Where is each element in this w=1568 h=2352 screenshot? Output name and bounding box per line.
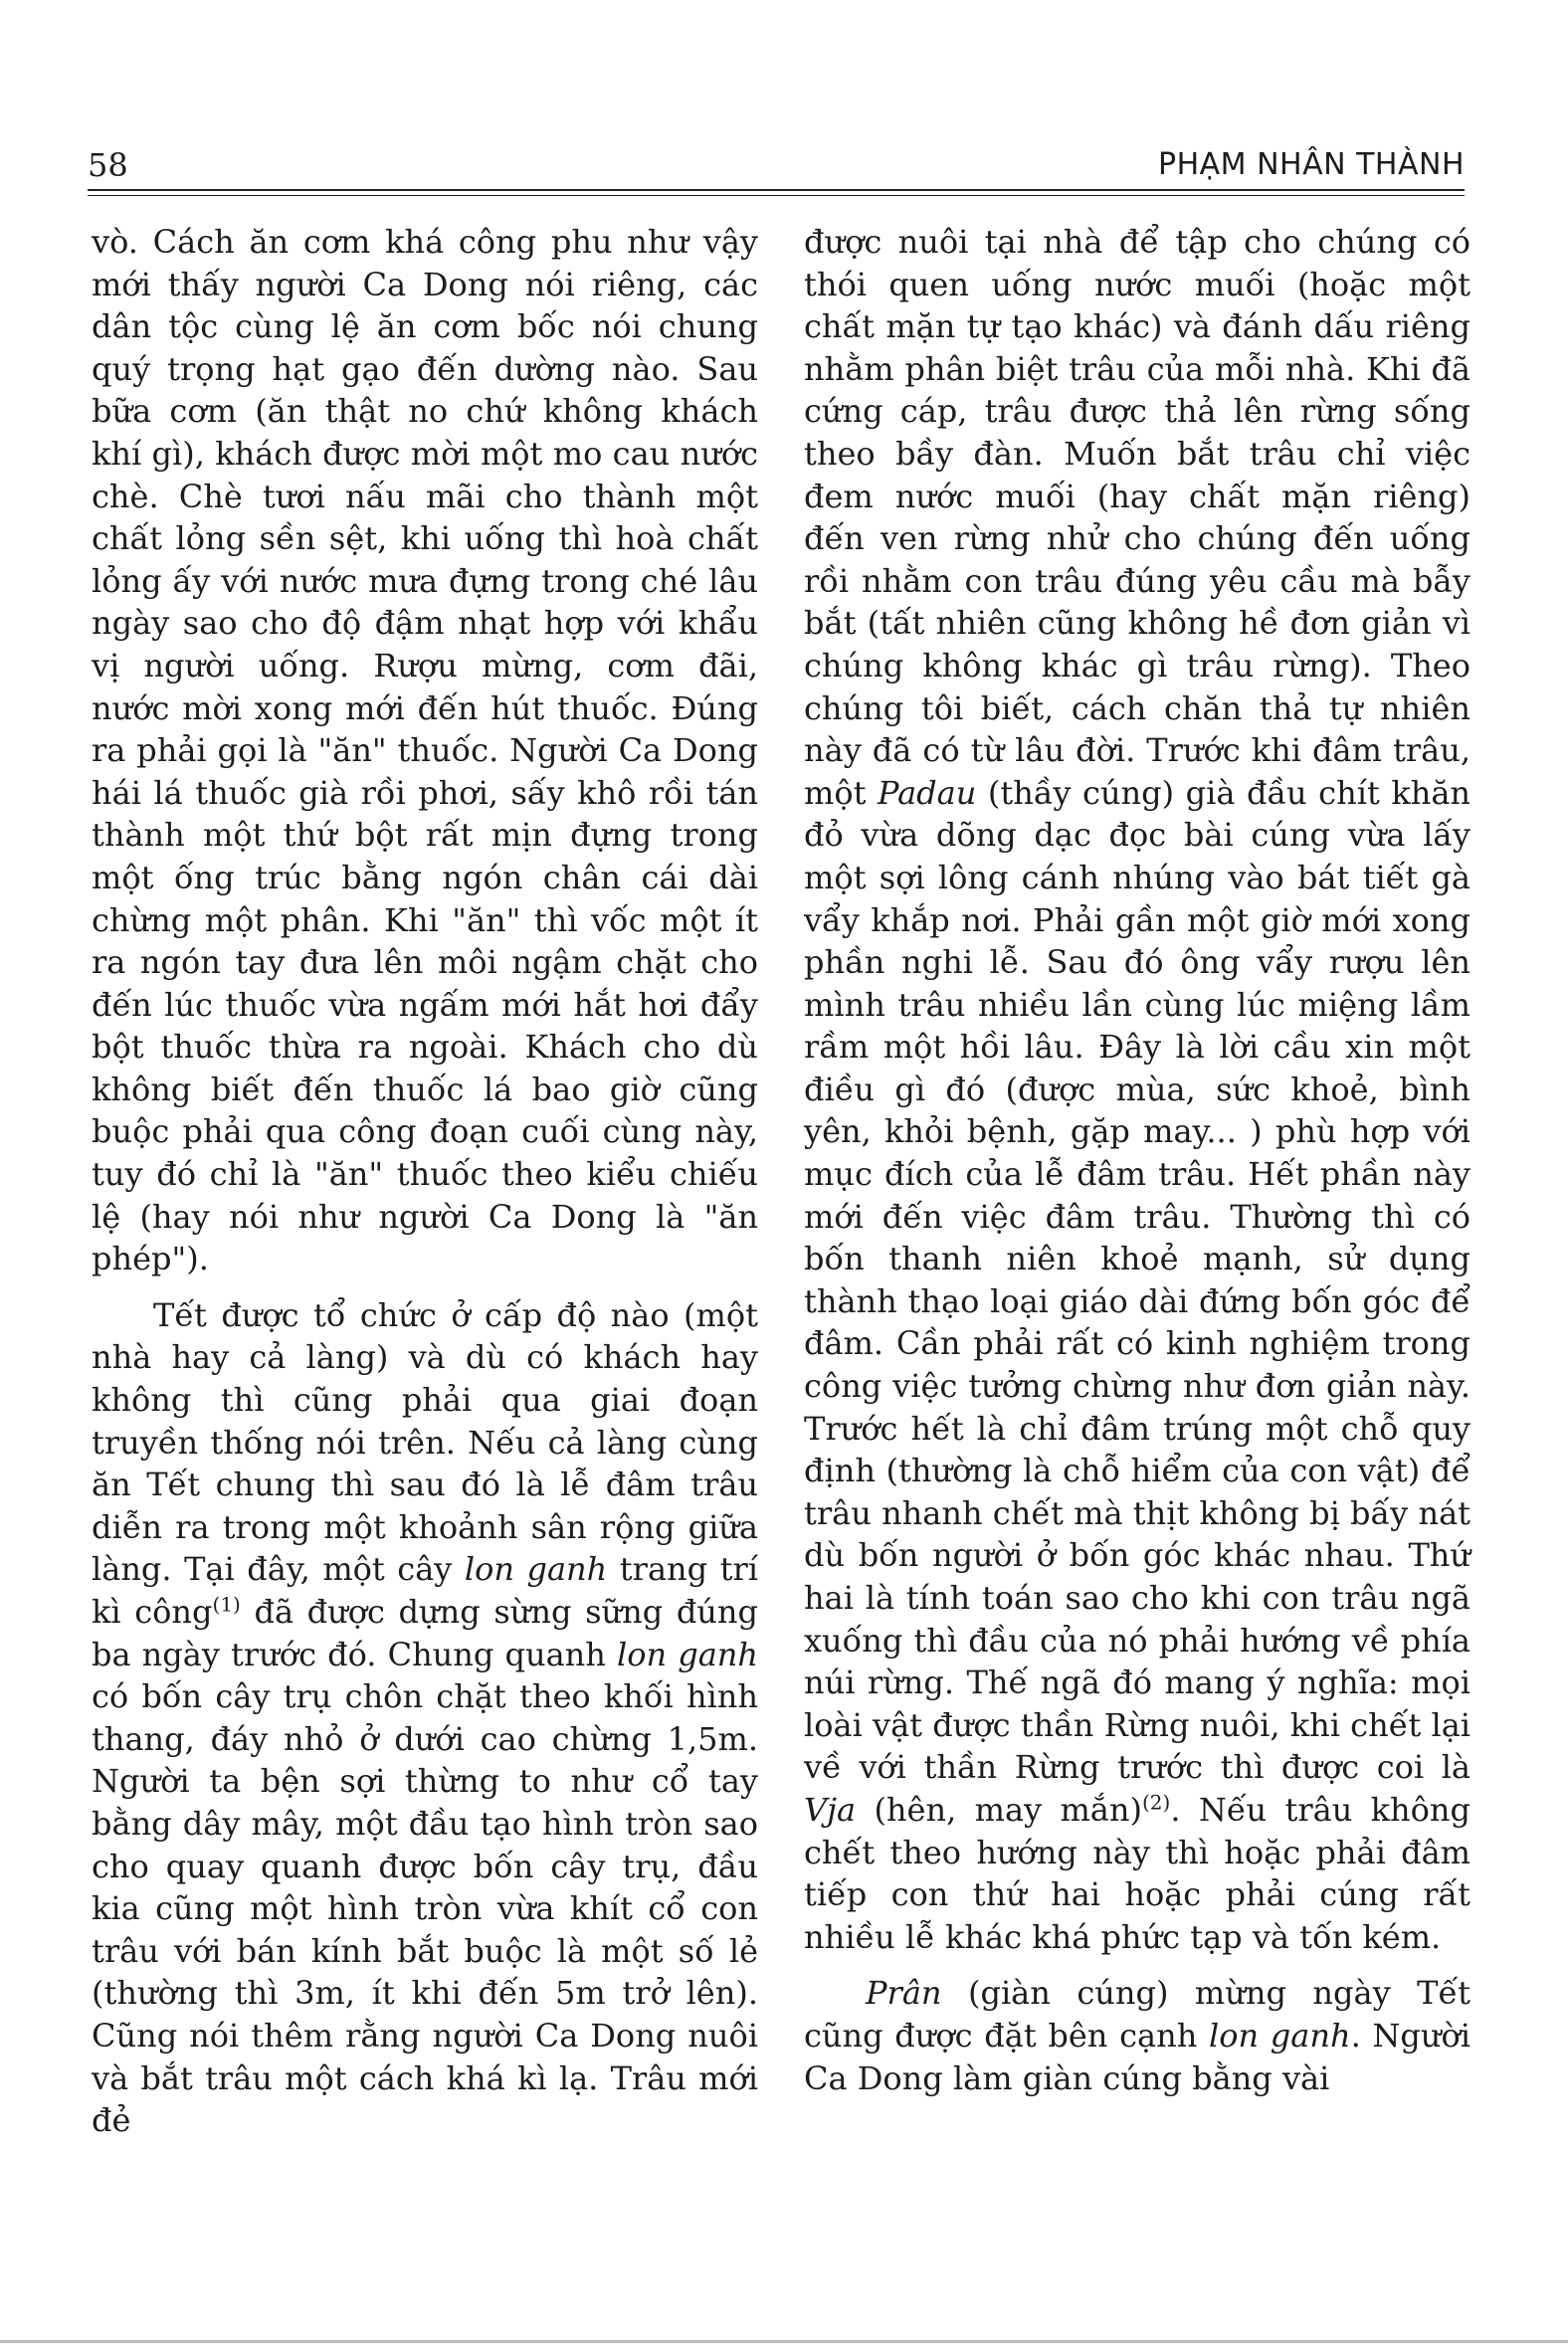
footnote-marker-2: (2) xyxy=(1141,1790,1171,1815)
right-paragraph-1-text-a: được nuôi tại nhà để tập cho chúng có thói quen uống nước muối (hoặc một chất mặn tự tạo khác) và đánh dấu riêng nhằm phân biệt trâu của mỗi nhà. Khi đã cứng cáp, trâu được thả lên rừng sống theo bầy đàn. Muốn bắt trâu chỉ việc đem nước muối (hay chất mặn riêng) đến ven rừng nhử cho chúng đến uống rồi nhằm con trâu đúng yêu cầu mà bẫy bắt (tất nhiên cũng không hề đơn giản vì chúng không khác gì trâu rừng). Theo chúng tôi biết, cách chăn thả tự nhiên này đã có từ lâu đời. Trước khi đâm trâu, một xyxy=(804,223,1470,812)
header-rule xyxy=(88,189,1465,196)
left-paragraph-2-text-b: trang trí kì công xyxy=(92,1550,759,1631)
right-paragraph-1-text-d: . Nếu trâu không chết theo hướng này thì hoặc phải đâm tiếp con thứ hai hoặc phải cúng rất nhiều lễ khác khá phức tạp và tốn kém. xyxy=(804,1790,1471,1956)
page-header xyxy=(88,145,1465,189)
left-paragraph-2-text-a: Tết được tổ chức ở cấp độ nào (một nhà hay cả làng) và dù có khách hay không thì cũng phải qua giai đoạn truyền thống nói trên. Nếu cả làng cùng ăn Tết chung thì sau đó là lễ đâm trâu diễn ra trong một khoảnh sân rộng giữa làng. Tại đây, một cây xyxy=(92,1295,758,1589)
right-paragraph-2-text-a: (giàn cúng) mừng ngày Tết cũng được đặt bên cạnh xyxy=(804,1974,1470,2055)
left-paragraph-2-text-c: đã được dựng sừng sững đúng ba ngày trước đó. Chung quanh xyxy=(92,1593,759,1673)
right-paragraph-1-text-c: (hên, may mắn) xyxy=(856,1790,1142,1829)
left-column xyxy=(92,221,758,2142)
term-vja: Vja xyxy=(804,1790,857,1829)
right-paragraph-1-text-b: (thầy cúng) già đầu chít khăn đỏ vừa dõng dạc đọc bài cúng vừa lấy một sợi lông cánh nhúng vào bát tiết gà vẩy khắp nơi. Phải gần một giờ mới xong phần nghi lễ. Sau đó ông vẩy rượu lên mình trâu nhiều lần cùng lúc miệng lầm rầm một hồi lâu. Đây là lời cầu xin một điều gì đó (được mùa, sức khoẻ, bình yên, khỏi bệnh, gặp may... ) phù hợp với mục đích của lễ đâm trâu. Hết phần này mới đến việc đâm trâu. Thường thì có bốn thanh niên khoẻ mạnh, sử dụng thành thạo loại giáo dài đứng bốn góc để đâm. Cần phải rất có kinh nghiệm trong công việc tưởng chừng như đơn giản này. Trước hết là chỉ đâm trúng một chỗ quy định (thường là chỗ hiểm của con vật) để trâu nhanh chết mà thịt không bị bấy nát dù bốn người ở bốn góc khác nhau. Thứ hai là tính toán sao cho khi con trâu ngã xuống thì đầu của nó phải hướng về phía núi rừng. Thế ngã đó mang ý nghĩa: mọi loài vật được thần Rừng nuôi, khi chết lại về với thần Rừng trước thì được coi là xyxy=(804,773,1471,1787)
footnote-marker-1: (1) xyxy=(212,1592,241,1617)
scan-edge-line xyxy=(0,2340,1568,2343)
term-padau: Padau xyxy=(878,773,977,812)
term-lon-ganh: lon ganh xyxy=(1208,2016,1351,2055)
left-paragraph-2-text-d: có bốn cây trụ chôn chặt theo khối hình thang, đáy nhỏ ở dưới cao chừng 1,5m. Người ta bện sợi thừng to như cổ tay bằng dây mây, một đầu tạo hình tròn sao cho quay quanh được bốn cây trụ, đầu kia cũng một hình tròn vừa khít cổ con trâu với bán kính bắt buộc là một số lẻ (thường thì 3m, ít khi đến 5m trở lên). Cũng nói thêm rằng người Ca Dong nuôi và bắt trâu một cách khá kì lạ. Trâu mới đẻ xyxy=(92,1677,758,2140)
left-paragraph-1-text: vò. Cách ăn cơm khá công phu như vậy mới thấy người Ca Dong nói riêng, các dân tộc cùng lệ ăn cơm bốc nói chung quý trọng hạt gạo đến dường nào. Sau bữa cơm (ăn thật no chứ không khách khí gì), khách được mời một mo cau nước chè. Chè tươi nấu mãi cho thành một chất lỏng sền sệt, khi uống thì hoà chất lỏng ấy với nước mưa đựng trong ché lâu ngày sao cho độ đậm nhạt hợp với khẩu vị người uống. Rượu mừng, cơm đãi, nước mời xong mới đến hút thuốc. Đúng ra phải gọi là "ăn" thuốc. Người Ca Dong hái lá thuốc già rồi phơi, sấy khô rồi tán thành một thứ bột rất mịn đựng trong một ống trúc bằng ngón chân cái dài chừng một phân. Khi "ăn" thì vốc một ít ra ngón tay đưa lên môi ngậm chặt cho đến lúc thuốc vừa ngấm mới hắt hơi đẩy bột thuốc thừa ra ngoài. Khách cho dù không biết đến thuốc lá bao giờ cũng buộc phải qua công đoạn cuối cùng này, tuy đó chỉ là "ăn" thuốc theo kiểu chiếu lệ (hay nói như người Ca Dong là "ăn phép"). xyxy=(92,223,758,1278)
page-number: 58 xyxy=(88,146,128,184)
term-lon-ganh: lon ganh xyxy=(617,1635,759,1673)
right-paragraph-2 xyxy=(804,1972,1470,2099)
right-paragraph-1 xyxy=(804,221,1470,1958)
right-column xyxy=(804,221,1470,2099)
term-pran: Prân xyxy=(866,1974,942,2013)
right-paragraph-2-text-b: . Người Ca Dong làm giàn cúng bằng vài xyxy=(804,2016,1471,2097)
left-paragraph-1 xyxy=(92,221,758,1280)
left-paragraph-2 xyxy=(92,1294,758,2142)
term-lon-ganh: lon ganh xyxy=(464,1550,608,1589)
running-head-author: PHẠM NHÂN THÀNH xyxy=(1158,147,1465,182)
